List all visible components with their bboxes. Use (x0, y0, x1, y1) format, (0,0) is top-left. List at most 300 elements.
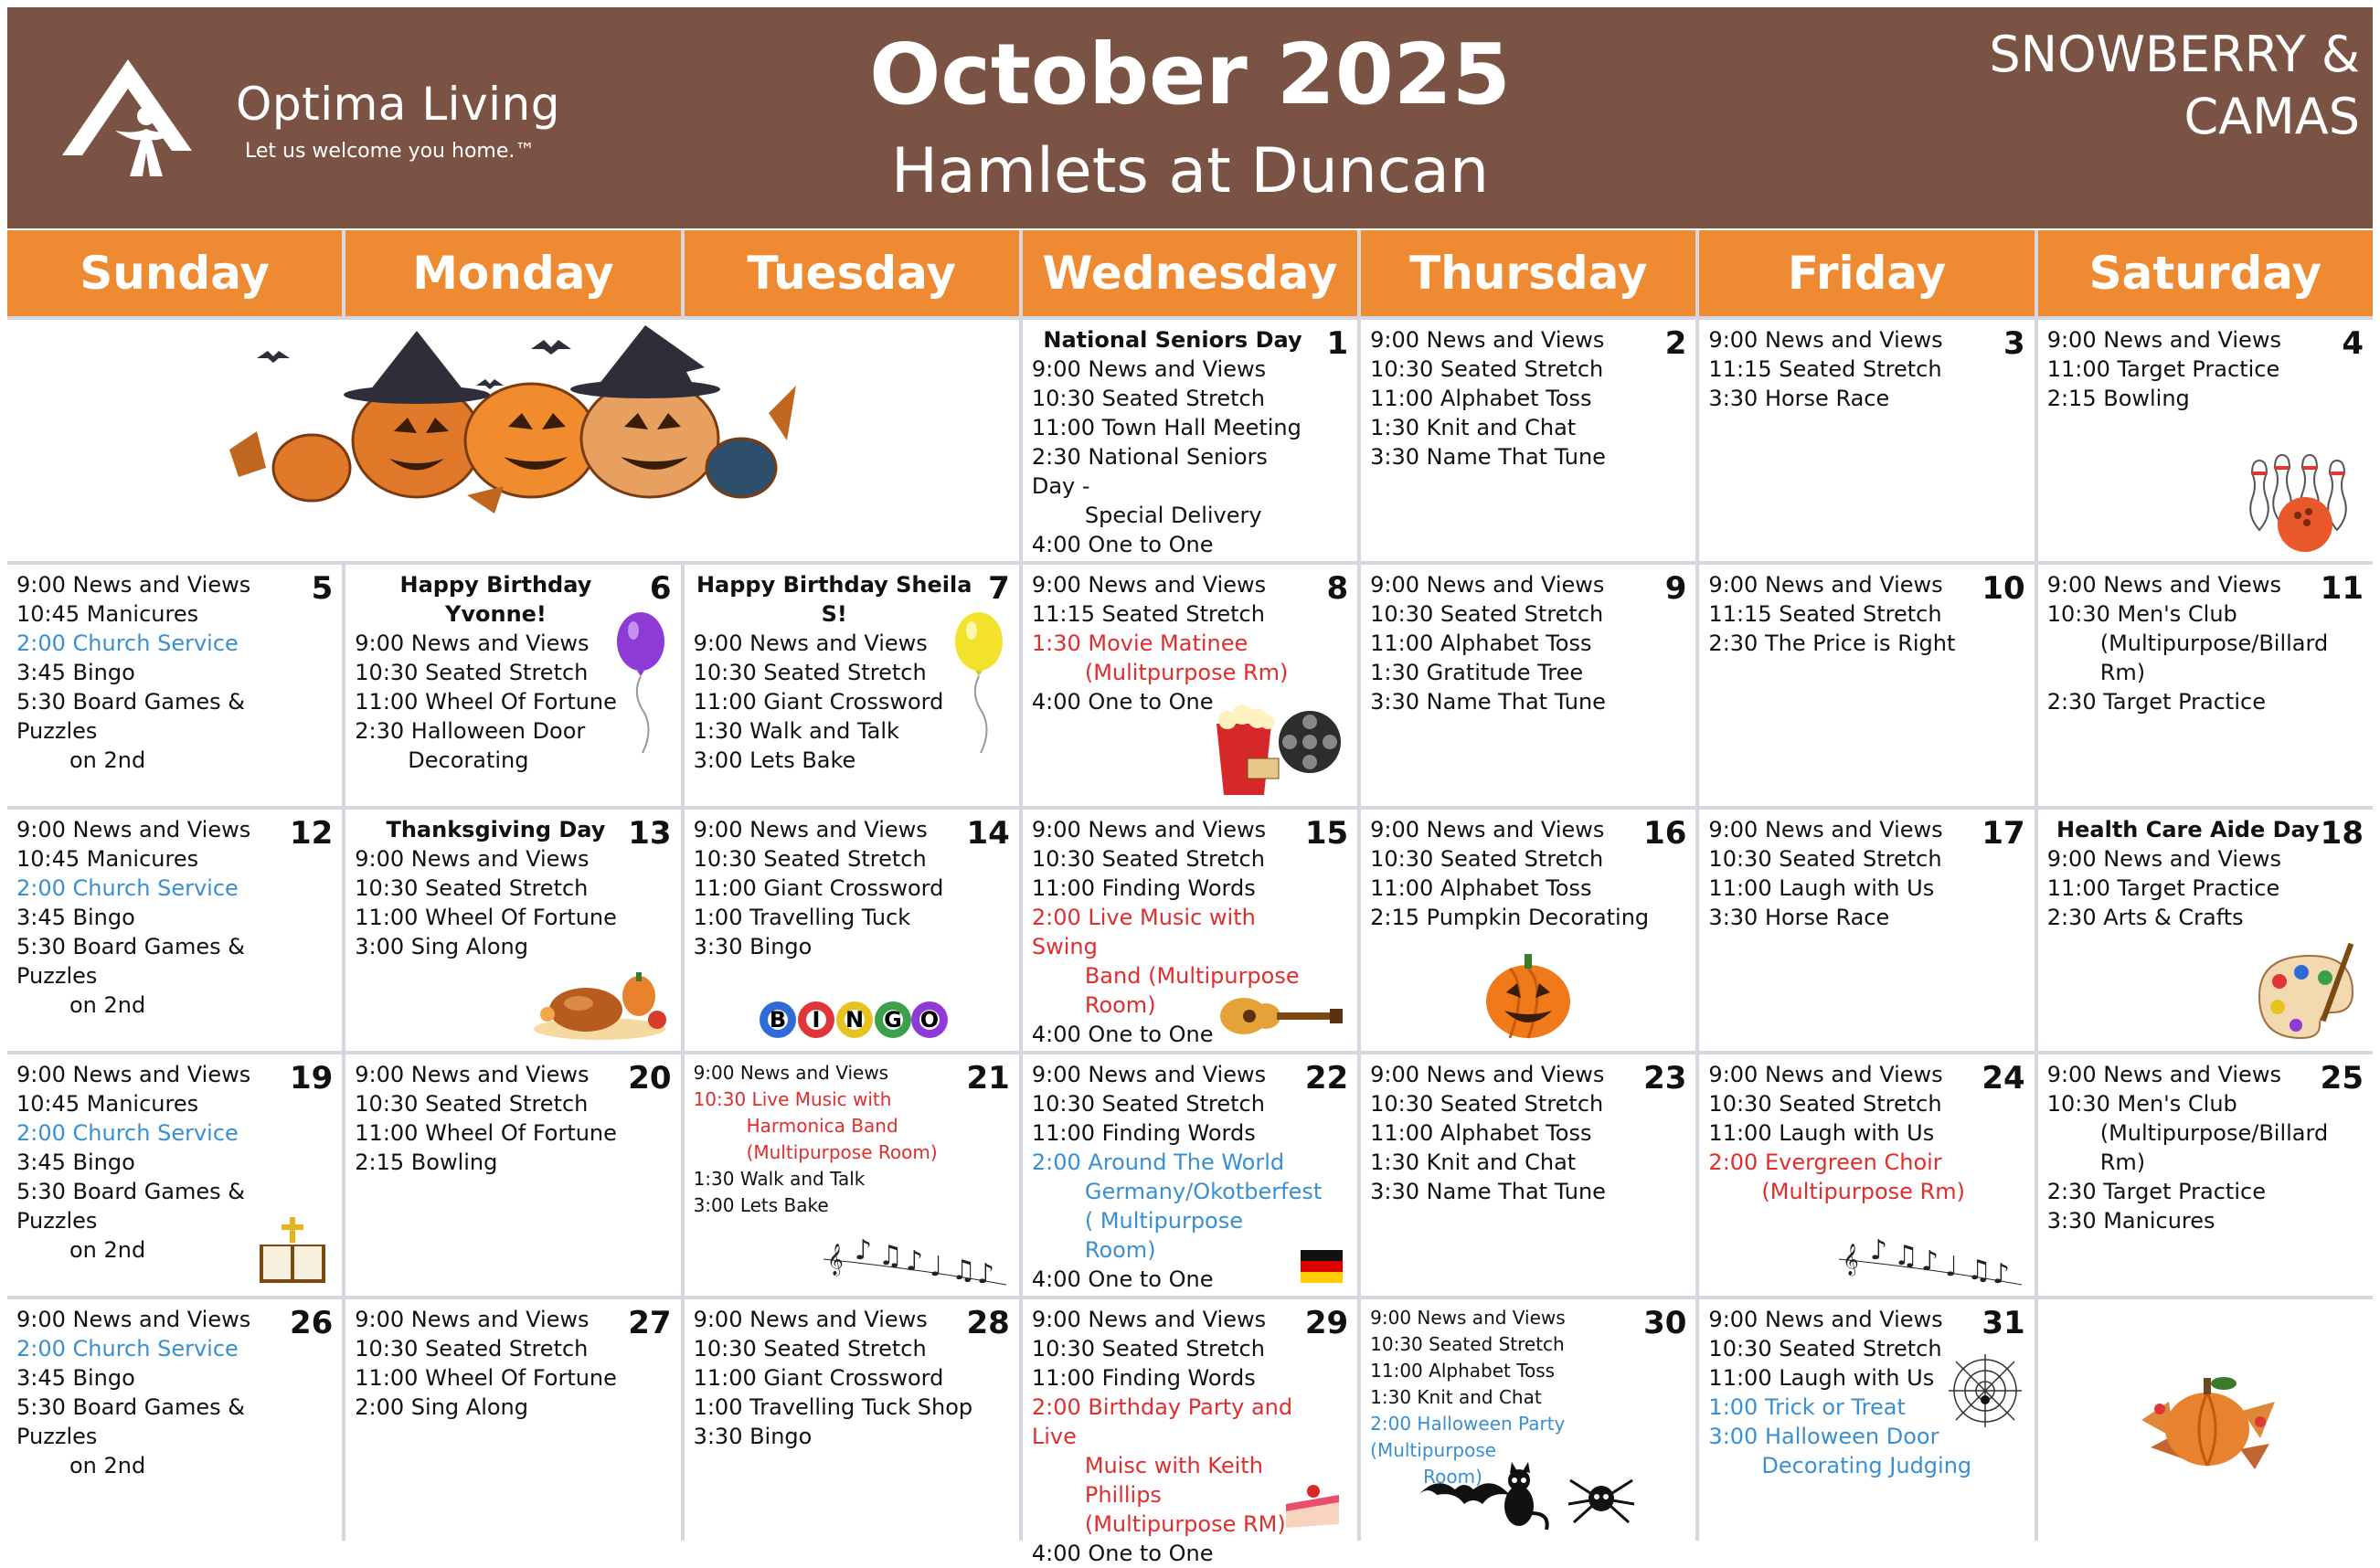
event-item (1032, 442, 1313, 530)
event-list (2047, 325, 2329, 413)
event-text: 10:45 Manicures (16, 846, 199, 872)
event-text: 11:00 Giant Crossword (693, 875, 944, 901)
event-item (1032, 1334, 1313, 1363)
event-text: 9:00 News and Views (1708, 327, 1943, 353)
svg-text:♪: ♪ (976, 1258, 994, 1290)
event-text-continued: (Multipurpose/Billard Rm) (2099, 630, 2329, 685)
event-item (1370, 599, 1652, 629)
event-list (694, 1305, 975, 1451)
event-item (1032, 599, 1313, 629)
german-flag-icon (1299, 1246, 1344, 1287)
event-text: 9:00 News and Views (16, 1307, 251, 1332)
event-list (694, 1060, 975, 1219)
event-text: 11:00 Laugh with Us (1708, 875, 1935, 901)
event-item (1370, 658, 1652, 687)
event-item (16, 570, 298, 599)
day-number: 18 (2320, 815, 2364, 852)
day-number: 30 (1643, 1305, 1687, 1341)
event-item (355, 844, 636, 874)
event-item (1370, 687, 1652, 716)
weekday-sunday: Sunday (7, 230, 342, 316)
event-item (1032, 1089, 1313, 1118)
event-text: 9:00 News and Views (1031, 1307, 1267, 1332)
weekday-friday: Friday (1699, 230, 2034, 316)
event-text-continued: Decorating (408, 747, 529, 773)
event-text: 9:00 News and Views (2046, 572, 2281, 598)
event-item (694, 658, 975, 687)
event-item (694, 687, 975, 716)
event-text: 10:30 Men's Club (2046, 1091, 2237, 1117)
event-item (1370, 413, 1652, 442)
event-text: 1:30 Movie Matinee (1031, 630, 1248, 656)
event-text: 10:30 Seated Stretch (1031, 1336, 1265, 1361)
event-text: 3:45 Bingo (16, 1150, 135, 1175)
event-item (2047, 384, 2329, 413)
event-item (1370, 1089, 1652, 1118)
day-cell-22 (1023, 1054, 1357, 1296)
day-cell-6 (345, 565, 680, 806)
event-text: 1:30 Knit and Chat (1370, 1386, 1542, 1408)
event-item (1708, 1422, 1990, 1480)
empty-day-cell (2038, 1299, 2373, 1541)
event-item (1370, 1305, 1652, 1331)
event-item (16, 687, 298, 775)
event-item (694, 1422, 975, 1451)
day-cell-21 (685, 1054, 1019, 1296)
event-text: 9:00 News and Views (1031, 572, 1267, 598)
event-item (1032, 1060, 1313, 1089)
event-list (2047, 815, 2329, 932)
event-item (1032, 1539, 1313, 1568)
event-text-continued: (Mulitpurpose Rm) (1084, 660, 1289, 685)
event-text: 11:00 Target Practice (2046, 875, 2280, 901)
event-text: 1:30 Walk and Talk (693, 718, 899, 744)
event-item (1370, 815, 1652, 844)
calendar-header (7, 7, 2373, 228)
event-text: 9:00 News and Views (1370, 572, 1605, 598)
event-list (355, 570, 636, 775)
event-text: 9:00 News and Views (1031, 817, 1267, 842)
event-item (694, 1363, 975, 1393)
event-text: 9:00 News and Views (1370, 1307, 1566, 1329)
event-text: 10:30 Seated Stretch (693, 846, 927, 872)
event-item (1032, 1305, 1313, 1334)
event-item (16, 1118, 298, 1148)
event-item (1031, 1148, 1323, 1265)
weekday-header-row (7, 230, 2373, 316)
event-text: 3:30 Name That Tune (1370, 1179, 1606, 1204)
unit-name (1989, 24, 2360, 148)
event-text-continued: Decorating Judging (1761, 1453, 1972, 1478)
day-cell-20 (345, 1054, 680, 1296)
halloween-pumpkins-banner (229, 331, 796, 514)
event-text: 4:00 One to One (1031, 1541, 1214, 1566)
event-item (1370, 1384, 1652, 1411)
paint-palette-icon (2250, 941, 2360, 1042)
event-text: 10:30 Seated Stretch (1031, 1091, 1265, 1117)
event-item (1708, 325, 1990, 355)
event-text-continued: (Multipurpose/Billard Rm) (2099, 1120, 2329, 1175)
event-text: 9:00 News and Views (693, 630, 928, 656)
event-text: 1:30 Knit and Chat (1370, 1150, 1577, 1175)
svg-text:♪: ♪ (854, 1234, 872, 1266)
event-item (1708, 844, 1990, 874)
jack-o-lantern-icon (1482, 950, 1574, 1042)
event-text: 5:30 Board Games & Puzzles (16, 689, 245, 744)
svg-text:♫: ♫ (1966, 1255, 1992, 1287)
event-text: 1:00 Trick or Treat (1708, 1394, 1906, 1420)
bible-icon (256, 1213, 329, 1287)
event-text: 2:00 Halloween Party (Multipurpose (1370, 1413, 1566, 1461)
event-item (2047, 325, 2329, 355)
event-item (355, 1089, 636, 1118)
day-cell-2 (1361, 320, 1695, 561)
event-item (16, 1060, 298, 1089)
event-item (1032, 570, 1313, 599)
event-text: 3:45 Bingo (16, 905, 135, 930)
event-text: 10:30 Seated Stretch (355, 1091, 589, 1117)
day-number: 24 (1982, 1060, 2025, 1097)
event-item (355, 716, 636, 775)
event-item (355, 932, 636, 961)
event-text: 11:00 Wheel Of Fortune (355, 689, 617, 715)
event-text: 11:15 Seated Stretch (1708, 601, 1942, 627)
event-item (1708, 629, 1990, 658)
event-text: 9:00 News and Views (1370, 1062, 1605, 1087)
bingo-balls-icon (756, 998, 948, 1042)
event-item (1370, 384, 1652, 413)
event-text: 1:30 Gratitude Tree (1370, 660, 1584, 685)
event-text: 10:30 Seated Stretch (1370, 1091, 1604, 1117)
event-text: 10:30 Seated Stretch (693, 660, 927, 685)
event-text: 11:00 Finding Words (1031, 1120, 1256, 1146)
event-item (355, 1060, 636, 1089)
event-text: 3:30 Name That Tune (1370, 444, 1606, 470)
event-item (16, 629, 298, 658)
event-list (1370, 325, 1652, 471)
day-number: 12 (289, 815, 334, 852)
event-text: 2:00 Evergreen Choir (1708, 1150, 1942, 1175)
day-number: 23 (1643, 1060, 1687, 1097)
event-item (2047, 903, 2329, 932)
event-item (16, 1393, 298, 1480)
event-item (1370, 1148, 1652, 1177)
event-item (355, 1393, 636, 1422)
event-text: 10:30 Seated Stretch (1031, 386, 1265, 411)
event-item (16, 1334, 298, 1363)
special-day-label: Happy Birthday Yvonne! (399, 572, 592, 627)
event-text: 10:45 Manicures (16, 601, 199, 627)
event-text: 10:30 Seated Stretch (355, 875, 589, 901)
event-item (1708, 903, 1990, 932)
purple-balloon-icon (613, 610, 668, 757)
day-number: 10 (1982, 570, 2025, 607)
event-text: 9:00 News and Views (1031, 1062, 1267, 1087)
event-list (1370, 1060, 1652, 1206)
event-item (1032, 384, 1313, 413)
event-item (694, 716, 975, 746)
day-cell-23 (1361, 1054, 1695, 1296)
event-item (355, 1334, 636, 1363)
event-text: 2:00 Sing Along (355, 1394, 528, 1420)
event-text: 9:00 News and Views (1370, 817, 1605, 842)
event-text: 3:00 Lets Bake (693, 1194, 829, 1216)
event-text: 10:30 Seated Stretch (1370, 846, 1604, 872)
event-text: 9:00 News and Views (355, 630, 590, 656)
event-text: 11:00 Wheel Of Fortune (355, 1365, 617, 1391)
day-number: 22 (1304, 1060, 1349, 1097)
event-text: 2:00 Church Service (16, 875, 239, 901)
event-text: 10:30 Seated Stretch (1708, 1091, 1942, 1117)
turkey-icon (531, 959, 668, 1042)
event-text: 9:00 News and Views (355, 1062, 590, 1087)
event-text: 3:30 Name That Tune (1370, 689, 1606, 715)
day-cell-25 (2038, 1054, 2373, 1296)
day-number: 27 (628, 1305, 672, 1341)
event-item (1032, 355, 1313, 384)
event-item (16, 874, 298, 903)
svg-text:♪: ♪ (1920, 1245, 1939, 1277)
event-text: 2:30 Arts & Crafts (2046, 905, 2244, 930)
event-list (694, 570, 975, 775)
svg-text:I: I (812, 1007, 821, 1033)
day-number: 5 (311, 570, 334, 607)
event-item (1032, 844, 1313, 874)
day-number: 15 (1304, 815, 1349, 852)
event-item (694, 815, 975, 844)
event-item (16, 1305, 298, 1334)
event-item (355, 687, 636, 716)
event-item (1032, 874, 1313, 903)
brand-tagline: Let us welcome you home.™ (245, 140, 536, 163)
unit-name-line1: SNOWBERRY & (1989, 26, 2360, 83)
svg-text:♩: ♩ (929, 1251, 942, 1283)
event-text: 5:30 Board Games & Puzzles (16, 934, 245, 989)
event-text: 11:00 Wheel Of Fortune (355, 905, 617, 930)
event-text: 10:30 Seated Stretch (1370, 1333, 1565, 1355)
day-cell-12 (7, 810, 342, 1051)
event-text: 10:30 Seated Stretch (355, 1336, 589, 1361)
event-text: 11:00 Laugh with Us (1708, 1120, 1935, 1146)
event-text: 3:00 Lets Bake (693, 747, 856, 773)
event-item (2047, 687, 2329, 716)
event-text: 10:30 Live Music with (693, 1088, 892, 1110)
day-cell-15 (1023, 810, 1357, 1051)
event-text: 9:00 News and Views (693, 1307, 928, 1332)
bowling-icon (2241, 451, 2360, 552)
event-text: 11:00 Alphabet Toss (1370, 875, 1592, 901)
event-item (16, 844, 298, 874)
event-text: 11:00 Alphabet Toss (1370, 1120, 1592, 1146)
event-item (16, 932, 298, 1020)
event-text: 10:30 Seated Stretch (1370, 601, 1604, 627)
event-item (2047, 1089, 2329, 1177)
day-cell-16 (1361, 810, 1695, 1051)
event-text: 11:00 Giant Crossword (693, 689, 944, 715)
event-text: 2:15 Bowling (2046, 386, 2190, 411)
event-text: 2:00 Live Music with Swing (1031, 905, 1256, 959)
event-text: 9:00 News and Views (1708, 572, 1943, 598)
event-text: 9:00 News and Views (355, 1307, 590, 1332)
weekday-tuesday: Tuesday (685, 230, 1019, 316)
day-cell-3 (1699, 320, 2034, 561)
empty-day-cell (7, 320, 1019, 561)
day-number: 13 (628, 815, 672, 852)
event-item (355, 1118, 636, 1148)
event-text: 4:00 One to One (1031, 689, 1214, 715)
event-text: 3:00 Halloween Door (1708, 1424, 1939, 1449)
event-item (1708, 355, 1990, 384)
event-text-continued: on 2nd (69, 747, 146, 773)
event-text: 11:00 Laugh with Us (1708, 1365, 1935, 1391)
event-item (16, 1363, 298, 1393)
event-item (1708, 1089, 1990, 1118)
day-number: 7 (988, 570, 1010, 607)
event-item (694, 1305, 975, 1334)
day-number: 31 (1982, 1305, 2025, 1341)
weekday-wednesday: Wednesday (1023, 230, 1357, 316)
weekday-saturday: Saturday (2038, 230, 2373, 316)
event-list (1708, 325, 1990, 413)
event-text: 10:30 Seated Stretch (1708, 846, 1942, 872)
event-text-continued: on 2nd (69, 1237, 146, 1263)
day-cell-26 (7, 1299, 342, 1541)
event-text: 3:30 Bingo (693, 1424, 813, 1449)
weekday-thursday: Thursday (1361, 230, 1695, 316)
event-text: 11:00 Alphabet Toss (1370, 630, 1592, 656)
day-number: 4 (2342, 325, 2364, 362)
event-text: 2:00 Church Service (16, 630, 239, 656)
event-item (1708, 570, 1990, 599)
event-list (16, 815, 298, 1020)
event-text-continued: (Multipurpose Rm) (1761, 1179, 1965, 1204)
event-text: 2:00 Around The World (1031, 1150, 1285, 1175)
event-text: 3:30 Horse Race (1708, 905, 1890, 930)
event-text-continued: on 2nd (69, 992, 146, 1018)
day-cell-31 (1699, 1299, 2034, 1541)
special-day-label: Thanksgiving Day (386, 817, 606, 842)
svg-text:B: B (769, 1007, 786, 1033)
day-number: 9 (1664, 570, 1687, 607)
svg-text:𝄞: 𝄞 (826, 1244, 844, 1276)
event-item (355, 903, 636, 932)
day-cell-4 (2038, 320, 2373, 561)
event-item (355, 629, 636, 658)
event-text: 9:00 News and Views (1370, 327, 1605, 353)
event-text: 2:00 Birthday Party and Live (1031, 1394, 1293, 1449)
day-number: 16 (1643, 815, 1687, 852)
event-text: 2:30 Target Practice (2046, 689, 2266, 715)
event-item (355, 874, 636, 903)
day-cell-29 (1023, 1299, 1357, 1566)
svg-text:𝄞: 𝄞 (1842, 1244, 1859, 1276)
event-item (2047, 844, 2329, 874)
event-item (1370, 1177, 1652, 1206)
event-item (1370, 325, 1652, 355)
event-item (1032, 413, 1313, 442)
event-item (1032, 1393, 1313, 1539)
event-text: 10:30 Seated Stretch (693, 1336, 927, 1361)
calendar-title: October 2025 (869, 26, 1511, 123)
event-text: 11:00 Giant Crossword (693, 1365, 944, 1391)
event-item (355, 1363, 636, 1393)
day-cell-5 (7, 565, 342, 806)
event-text: 2:00 Church Service (16, 1120, 239, 1146)
event-text: 4:00 One to One (1031, 1022, 1214, 1047)
event-text: 1:30 Knit and Chat (1370, 415, 1577, 440)
event-text: 9:00 News and Views (693, 1062, 889, 1084)
event-list (2047, 570, 2329, 716)
event-text: 2:30 Target Practice (2046, 1179, 2266, 1204)
event-list (1708, 570, 1990, 658)
event-text: 10:30 Seated Stretch (1031, 846, 1265, 872)
svg-text:♫: ♫ (877, 1240, 903, 1272)
event-item (1370, 874, 1652, 903)
unit-name-line2: CAMAS (2183, 88, 2360, 145)
day-number: 25 (2320, 1060, 2364, 1097)
day-number: 2 (1664, 325, 1687, 362)
event-text: 1:00 Travelling Tuck (693, 905, 911, 930)
spider-web-icon (1949, 1354, 2022, 1427)
event-text: 2:30 National Seniors Day - (1031, 444, 1268, 499)
weekday-monday: Monday (345, 230, 680, 316)
event-text-continued: Germany/Okotberfest ( Multipurpose Room) (1084, 1179, 1323, 1263)
event-item (694, 1334, 975, 1363)
event-item (694, 932, 975, 961)
special-day-label: Health Care Aide Day (2056, 817, 2320, 842)
event-item (1370, 355, 1652, 384)
event-text: 10:30 Men's Club (2046, 601, 2237, 627)
event-text: 11:15 Seated Stretch (1031, 601, 1265, 627)
day-number: 11 (2320, 570, 2364, 607)
event-text: 9:00 News and Views (1708, 1307, 1943, 1332)
event-list (2047, 1060, 2329, 1235)
event-text-continued: Harmonica Band (Multipurpose Room) (746, 1115, 938, 1163)
event-item (16, 815, 298, 844)
event-text: 11:00 Wheel Of Fortune (355, 1120, 617, 1146)
event-text: 3:30 Manicures (2046, 1208, 2215, 1234)
event-text: 10:30 Seated Stretch (355, 660, 589, 685)
special-day-label: National Seniors Day (1043, 327, 1302, 353)
event-list (1370, 570, 1652, 716)
event-text: 10:45 Manicures (16, 1091, 199, 1117)
event-item (694, 874, 975, 903)
event-text: 9:00 News and Views (1708, 1062, 1943, 1087)
event-text: 9:00 News and Views (1708, 817, 1943, 842)
event-item (1708, 874, 1990, 903)
event-text: 2:15 Bowling (355, 1150, 498, 1175)
brand-name: Optima Living (236, 78, 560, 131)
event-text-continued: Special Delivery (1084, 503, 1262, 528)
event-item (694, 1192, 975, 1219)
event-text: 3:45 Bingo (16, 660, 135, 685)
event-item (2047, 570, 2329, 599)
event-item (1708, 384, 1990, 413)
event-item (1708, 1118, 1990, 1148)
event-item (1032, 1118, 1313, 1148)
day-cell-9 (1361, 565, 1695, 806)
event-item (16, 658, 298, 687)
event-text: 9:00 News and Views (693, 817, 928, 842)
event-text: 10:30 Seated Stretch (1370, 356, 1604, 382)
event-item (1032, 815, 1313, 844)
day-cell-19 (7, 1054, 342, 1296)
day-cell-8 (1023, 565, 1357, 806)
event-item (16, 903, 298, 932)
day-cell-14 (685, 810, 1019, 1051)
event-list (1708, 1060, 1990, 1206)
event-text: 9:00 News and Views (1031, 356, 1267, 382)
